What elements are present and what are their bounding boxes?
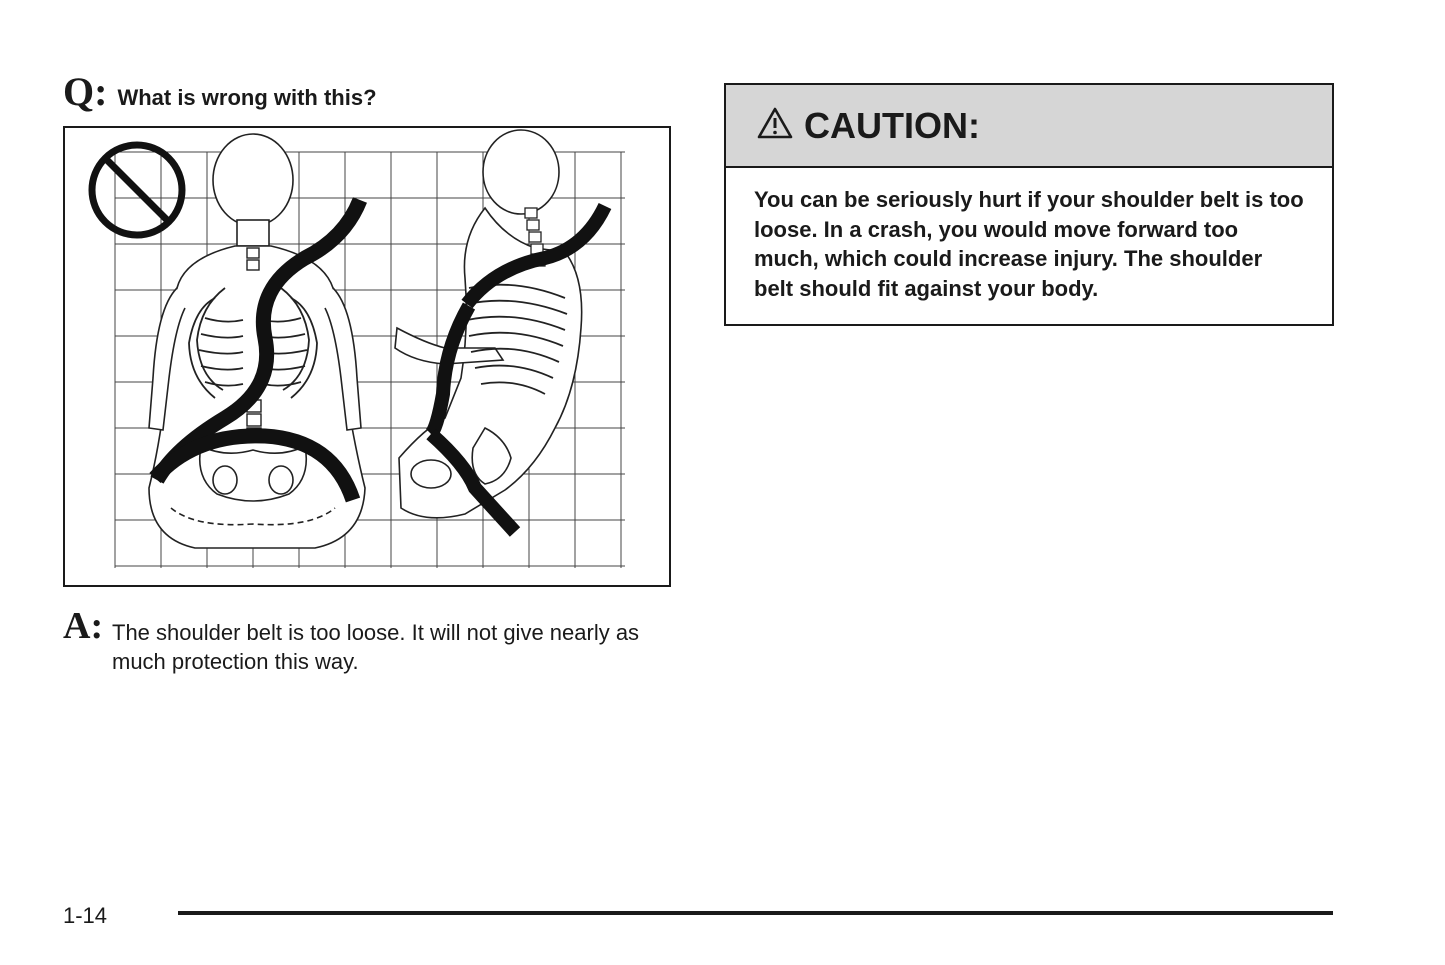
caution-title: CAUTION: <box>804 104 980 146</box>
answer-text: The shoulder belt is too loose. It will not give nearly as much protection this way. <box>112 620 640 674</box>
seat-belt-illustration <box>63 126 671 587</box>
footer-rule <box>178 911 1333 915</box>
caution-box <box>724 83 1334 326</box>
page-number: 1-14 <box>63 903 108 928</box>
skeleton-side-view <box>395 130 582 518</box>
question-mark-label: Q: <box>63 69 108 114</box>
question-text: What is wrong with this? <box>117 85 377 110</box>
question-line <box>63 68 377 115</box>
caution-header <box>726 85 1332 168</box>
warning-triangle-icon <box>756 106 794 145</box>
prohibition-icon <box>92 145 182 235</box>
answer-mark-label: A: <box>63 605 104 647</box>
caution-body: You can be seriously hurt if your shoulder belt is too loose. In a crash, you would move forward too much, which could increase injury. The shoulder belt should fit against your body. <box>754 187 1304 301</box>
